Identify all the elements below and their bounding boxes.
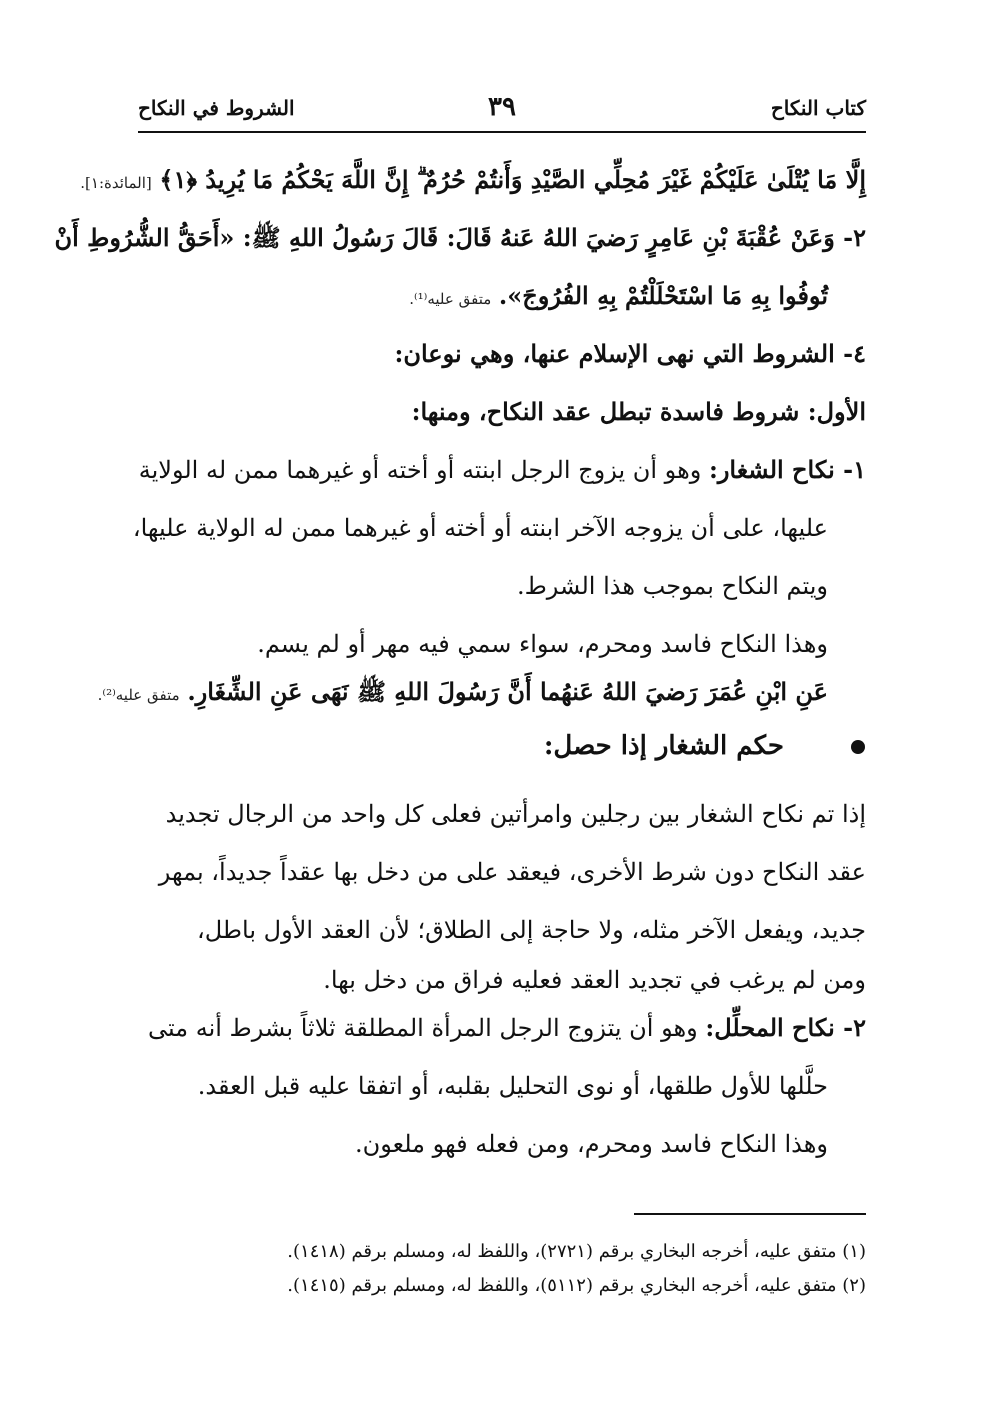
muhallil-ruling: وهذا النكاح فاسد ومحرم، ومن فعله فهو ملعون. bbox=[354, 1130, 828, 1158]
first-type-heading: الأول: شروط فاسدة تبطل عقد النكاح، ومنها: bbox=[411, 397, 866, 426]
shighar-hadith-reference: متفق عليه⁽²⁾. bbox=[97, 686, 180, 704]
footnote-divider bbox=[634, 1213, 866, 1215]
shighar-line-3: ويتم النكاح بموجب هذا الشرط. bbox=[516, 572, 828, 600]
hadith-2-text: تُوفُوا بِهِ مَا اسْتَحْلَلْتُمْ بِهِ الفُرُوجَ». bbox=[498, 281, 828, 310]
footnote-1: (١) متفق عليه، أخرجه البخاري برقم (٢٧٢١)، واللفظ له، ومسلم برقم (١٤١٨). bbox=[287, 1241, 866, 1262]
hadith-2-line-2 bbox=[138, 276, 866, 318]
shighar-hadith: عَنِ ابْنِ عُمَرَ رَضيَ اللهُ عَنهُما أَنَّ رَسُولَ اللهِ ﷺ نَهَى عَنِ الشِّغَارِ. bbox=[187, 677, 828, 706]
muhallil-definition: وهو أن يتزوج الرجل المرأة المطلقة ثلاثاً بشرط أنه متى bbox=[147, 1014, 698, 1042]
quran-verse: إِلَّا مَا يُتْلَىٰ عَلَيْكُمْ غَيْرَ مُحِلِّي الصَّيْدِ وَأَنتُمْ حُرُمٌ ۗ إِنَّ اللَّهَ يَحْكُمُ مَا يُرِيدُ ﴿١﴾ bbox=[159, 165, 866, 194]
page-number: ٣٩ bbox=[488, 92, 516, 122]
shighar-line-2: عليها، على أن يزوجه الآخر ابنته أو أخته أو غيرهما ممن له الولاية عليها، bbox=[132, 514, 828, 542]
chapter-title: كتاب النكاح bbox=[770, 96, 866, 120]
shighar-hadith-line bbox=[97, 672, 866, 714]
hadith-2-line-1: ٢- وَعَنْ عُقْبَةَ بْنِ عَامِرٍ رَضيَ اللهُ عَنهُ قَالَ: قَالَ رَسُولُ اللهِ ﷺ: «أَحَقُّ الشُّرُوطِ أَنْ bbox=[54, 223, 866, 252]
hadith-2-reference: متفق عليه⁽¹⁾. bbox=[409, 290, 492, 308]
page-header bbox=[138, 92, 866, 130]
section-title: الشروط في النكاح bbox=[138, 96, 295, 120]
shighar-line-1 bbox=[138, 450, 866, 492]
quran-verse-line bbox=[80, 160, 866, 202]
section-4-heading: ٤- الشروط التي نهى الإسلام عنها، وهي نوعان: bbox=[394, 339, 866, 368]
header-divider bbox=[138, 131, 866, 133]
shighar-ruling: وهذا النكاح فاسد ومحرم، سواء سمي فيه مهر أو لم يسم. bbox=[257, 630, 828, 658]
muhallil-label: ٢- نكاح المحلِّل: bbox=[705, 1013, 866, 1042]
ruling-line-2: عقد النكاح دون شرط الأخرى، فيعقد على من دخل بها عقداً جديداً، بمهر bbox=[158, 858, 866, 886]
quran-reference: [المائدة:١]. bbox=[80, 174, 152, 192]
ruling-line-3: جديد، ويفعل الآخر مثله، ولا حاجة إلى الطلاق؛ لأن العقد الأول باطل، bbox=[197, 916, 866, 944]
footnote-2: (٢) متفق عليه، أخرجه البخاري برقم (٥١١٢)، واللفظ له، ومسلم برقم (١٤١٥). bbox=[287, 1275, 866, 1296]
muhallil-line-2: حلَّلها للأول طلقها، أو نوى التحليل بقلبه، أو اتفقا عليه قبل العقد. bbox=[197, 1072, 828, 1100]
shighar-definition: وهو أن يزوج الرجل ابنته أو أخته أو غيرهما ممن له الولاية bbox=[138, 456, 702, 484]
ruling-heading: حكم الشغار إذا حصل: bbox=[543, 731, 784, 761]
ruling-line-4: ومن لم يرغب في تجديد العقد فعليه فراق من دخل بها. bbox=[323, 966, 866, 994]
shighar-label: ١- نكاح الشغار: bbox=[708, 455, 866, 484]
muhallil-line-1 bbox=[138, 1008, 866, 1050]
ruling-line-1: إذا تم نكاح الشغار بين رجلين وامرأتين فعلى كل واحد من الرجال تجديد bbox=[165, 800, 866, 828]
